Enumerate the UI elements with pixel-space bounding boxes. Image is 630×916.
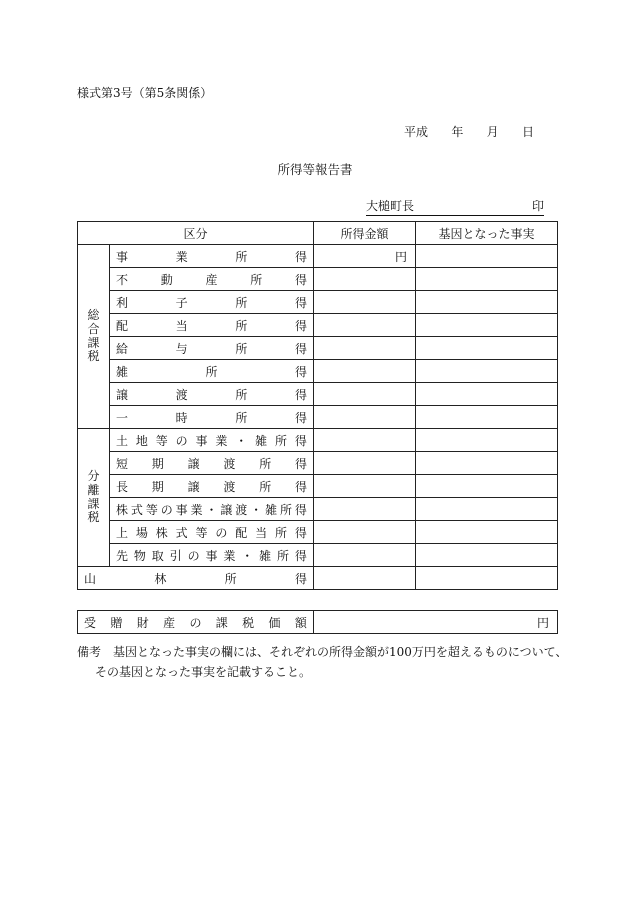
label-char: 業 — [175, 249, 188, 264]
label-char: 引 — [169, 548, 182, 563]
label-char: 雑 — [116, 364, 129, 379]
label-char: 与 — [175, 341, 188, 356]
table-row — [78, 360, 558, 383]
label-char: の — [215, 525, 228, 540]
income-amount-cell[interactable] — [314, 406, 416, 429]
table-row — [78, 291, 558, 314]
table-row — [78, 567, 558, 590]
reason-cell[interactable] — [416, 452, 558, 475]
label-char: 当 — [175, 318, 188, 333]
reason-cell[interactable] — [416, 406, 558, 429]
reason-cell[interactable] — [416, 498, 558, 521]
income-amount-cell[interactable] — [314, 498, 416, 521]
table-row — [78, 268, 558, 291]
label-char: 雑 — [265, 502, 278, 517]
label-char: 等 — [145, 502, 158, 517]
category-label-char: 分 — [87, 468, 100, 483]
label-char: 上 — [116, 525, 129, 540]
table-row — [78, 337, 558, 360]
label-char: 得 — [294, 318, 307, 333]
label-char: 取 — [151, 548, 164, 563]
income-amount-cell[interactable] — [314, 337, 416, 360]
label-char: 譲 — [187, 479, 200, 494]
label-char: 得 — [294, 525, 307, 540]
label-char: 式 — [130, 502, 143, 517]
label-char: 等 — [155, 433, 168, 448]
label-char: 得 — [295, 364, 308, 379]
label-char: 所 — [235, 318, 248, 333]
income-amount-cell[interactable] — [314, 521, 416, 544]
label-char: 場 — [135, 525, 148, 540]
label-char: 得 — [294, 502, 307, 517]
table-row — [78, 314, 558, 337]
label-char: 利 — [116, 295, 129, 310]
income-table — [77, 221, 558, 590]
reason-cell[interactable] — [416, 521, 558, 544]
reason-cell[interactable] — [416, 383, 558, 406]
income-type-label — [110, 314, 314, 337]
table-row — [78, 544, 558, 567]
category-label-char: 離 — [87, 482, 100, 497]
income-type-label — [110, 406, 314, 429]
header-category: 区分 — [78, 222, 314, 245]
reason-cell[interactable] — [416, 314, 558, 337]
label-char: 林 — [154, 571, 167, 586]
label-char: 渡 — [175, 387, 188, 402]
income-amount-cell[interactable] — [314, 268, 416, 291]
table-row — [78, 521, 558, 544]
label-char: 株 — [116, 502, 129, 517]
label-char: 先 — [116, 548, 129, 563]
category-label-char: 課 — [87, 496, 100, 511]
label-char: 不 — [116, 272, 129, 287]
income-type-label — [110, 245, 314, 268]
label-char: 式 — [175, 525, 188, 540]
reason-cell[interactable] — [416, 268, 558, 291]
label-char: 所 — [235, 410, 248, 425]
remarks-line-2: その基因となった事実を記載すること。 — [95, 665, 312, 679]
label-char: 株 — [155, 525, 168, 540]
income-type-label — [110, 360, 314, 383]
income-amount-cell[interactable] — [314, 314, 416, 337]
reason-cell[interactable] — [416, 544, 558, 567]
label-char: 得 — [294, 249, 307, 264]
label-char: 譲 — [116, 387, 129, 402]
income-type-label — [110, 268, 314, 291]
income-amount-cell[interactable]: 円 — [314, 245, 416, 268]
mayor-name: 大槌町長 — [366, 199, 415, 213]
label-char: 事 — [116, 249, 129, 264]
form-number: 様式第3号（第5条関係） — [77, 86, 213, 100]
label-char: 産 — [163, 615, 176, 630]
category-label-char: 合 — [87, 321, 100, 336]
date-era: 平成 — [404, 125, 429, 139]
label-char: ・ — [250, 502, 263, 517]
label-char: 期 — [151, 479, 164, 494]
label-char: 配 — [116, 318, 129, 333]
label-char: 得 — [294, 295, 307, 310]
label-char: 時 — [175, 410, 188, 425]
label-char: の — [189, 615, 202, 630]
label-char: ・ — [235, 433, 248, 448]
table-row — [78, 475, 558, 498]
seal-mark: 印 — [531, 199, 544, 213]
label-char: ・ — [205, 502, 218, 517]
label-char: 渡 — [223, 456, 236, 471]
income-amount-cell[interactable] — [314, 452, 416, 475]
label-char: ・ — [241, 548, 254, 563]
label-char: 価 — [268, 615, 281, 630]
income-amount-cell[interactable] — [314, 291, 416, 314]
label-char: 一 — [116, 410, 129, 425]
table-row — [78, 429, 558, 452]
label-char: 所 — [275, 525, 288, 540]
label-char: 所 — [235, 295, 248, 310]
label-char: 事 — [175, 502, 188, 517]
label-char: 財 — [136, 615, 149, 630]
income-type-label — [110, 521, 314, 544]
label-char: の — [175, 433, 188, 448]
label-char: 譲 — [220, 502, 233, 517]
label-char: 期 — [151, 456, 164, 471]
income-amount-cell[interactable] — [314, 429, 416, 452]
forest-income-label — [78, 567, 314, 590]
mayor-line — [366, 197, 544, 216]
reason-cell[interactable] — [416, 245, 558, 268]
label-char: 課 — [215, 615, 228, 630]
income-type-label — [110, 383, 314, 406]
label-char: 譲 — [187, 456, 200, 471]
label-char: 短 — [116, 456, 129, 471]
label-char: 物 — [133, 548, 146, 563]
label-char: 業 — [223, 548, 236, 563]
income-amount-cell[interactable] — [314, 475, 416, 498]
label-char: 雑 — [259, 548, 272, 563]
income-type-label — [110, 498, 314, 521]
label-char: 得 — [294, 548, 307, 563]
label-char: 所 — [259, 456, 272, 471]
income-amount-cell[interactable] — [314, 567, 416, 590]
reason-cell[interactable] — [416, 360, 558, 383]
date-year: 年 — [451, 125, 464, 139]
table-row — [78, 383, 558, 406]
reason-cell[interactable] — [416, 337, 558, 360]
income-amount-cell[interactable] — [314, 360, 416, 383]
income-type-label — [110, 337, 314, 360]
label-char: 山 — [84, 571, 97, 586]
date-day: 日 — [521, 125, 534, 139]
label-char: 所 — [235, 387, 248, 402]
income-type-label — [110, 429, 314, 452]
label-char: 事 — [195, 433, 208, 448]
label-char: 子 — [175, 295, 188, 310]
label-char: 渡 — [235, 502, 248, 517]
table-row — [78, 452, 558, 475]
income-type-label — [110, 544, 314, 567]
label-char: 事 — [205, 548, 218, 563]
date-month: 月 — [486, 125, 499, 139]
category-label-char: 課 — [87, 335, 100, 350]
label-char: 所 — [224, 571, 237, 586]
reason-cell[interactable] — [416, 291, 558, 314]
gift-label — [78, 611, 314, 634]
label-char: 税 — [242, 615, 255, 630]
label-char: 所 — [205, 364, 218, 379]
label-char: 受 — [84, 615, 97, 630]
label-char: 渡 — [223, 479, 236, 494]
page-title: 所得等報告書 — [277, 162, 353, 177]
label-char: 地 — [135, 433, 148, 448]
income-type-label — [110, 452, 314, 475]
label-char: 給 — [116, 341, 129, 356]
gift-table — [77, 610, 558, 634]
label-char: 額 — [294, 615, 307, 630]
label-char: 得 — [294, 571, 307, 586]
gift-amount[interactable]: 円 — [314, 611, 558, 634]
label-char: 得 — [294, 341, 307, 356]
gift-row — [78, 611, 558, 634]
label-char: 所 — [279, 502, 292, 517]
label-char: 等 — [195, 525, 208, 540]
table-header-row — [78, 222, 558, 245]
label-char: 産 — [205, 272, 218, 287]
label-char: 所 — [259, 479, 272, 494]
income-amount-cell[interactable] — [314, 544, 416, 567]
remarks — [77, 642, 577, 682]
reason-cell[interactable] — [416, 567, 558, 590]
label-char: 所 — [277, 548, 290, 563]
reason-cell[interactable] — [416, 475, 558, 498]
label-char: 得 — [294, 410, 307, 425]
income-amount-cell[interactable] — [314, 383, 416, 406]
table-row — [78, 245, 558, 268]
label-char: 所 — [275, 433, 288, 448]
label-char: 所 — [235, 249, 248, 264]
label-char: 得 — [294, 479, 307, 494]
header-amount: 所得金額 — [314, 222, 416, 245]
separate-category-label — [78, 429, 110, 567]
header-reason: 基因となった事実 — [416, 222, 558, 245]
label-char: 贈 — [110, 615, 123, 630]
table-row — [78, 406, 558, 429]
label-char: 長 — [116, 479, 129, 494]
reason-cell[interactable] — [416, 429, 558, 452]
label-char: 得 — [294, 456, 307, 471]
date-line — [404, 123, 534, 140]
income-type-label — [110, 291, 314, 314]
label-char: 得 — [295, 272, 308, 287]
label-char: 得 — [294, 433, 307, 448]
label-char: 雑 — [255, 433, 268, 448]
income-type-label — [110, 475, 314, 498]
remarks-line-1: 備考 基因となった事実の欄には、それぞれの所得金額が100万円を超えるものについて、 — [77, 645, 568, 659]
label-char: 業 — [215, 433, 228, 448]
category-label-char: 総 — [87, 307, 100, 322]
category-label-char: 税 — [87, 510, 100, 525]
category-label-char: 税 — [87, 349, 100, 364]
label-char: 業 — [190, 502, 203, 517]
label-char: 動 — [160, 272, 173, 287]
label-char: の — [160, 502, 173, 517]
label-char: 配 — [235, 525, 248, 540]
label-char: の — [187, 548, 200, 563]
general-category-label — [78, 245, 110, 429]
table-row — [78, 498, 558, 521]
label-char: 得 — [294, 387, 307, 402]
label-char: 当 — [255, 525, 268, 540]
label-char: 土 — [116, 433, 129, 448]
label-char: 所 — [235, 341, 248, 356]
label-char: 所 — [250, 272, 263, 287]
